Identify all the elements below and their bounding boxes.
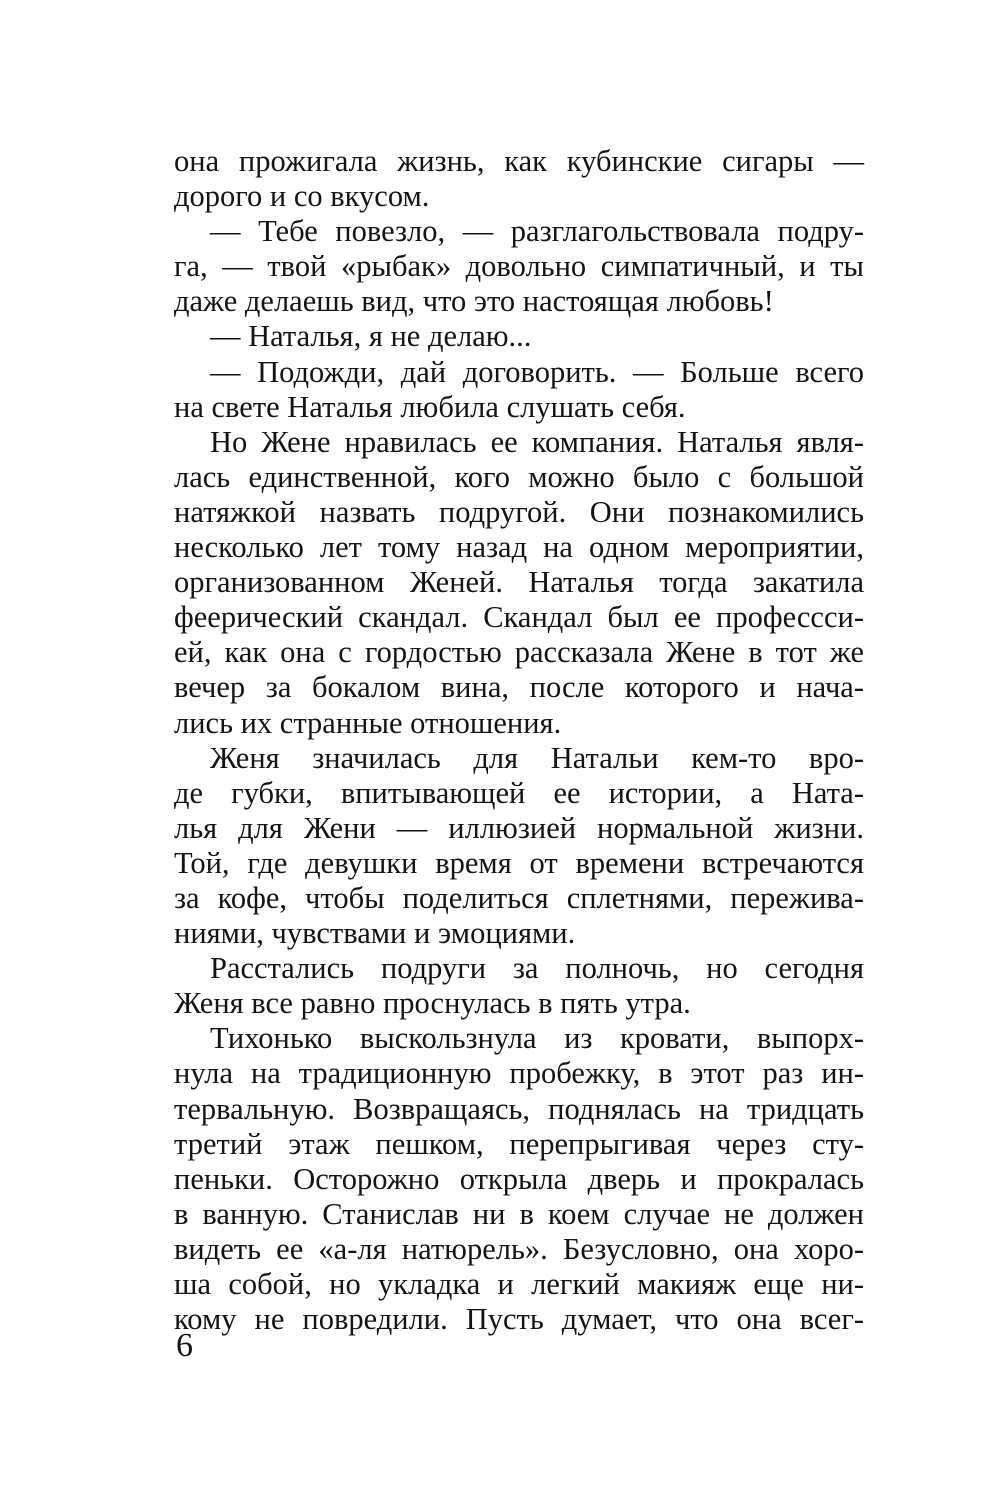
text-line: лись их странные отношения. xyxy=(174,705,562,740)
text-line: организованном Женей. Наталья тогда закатила xyxy=(174,565,864,600)
text-line: га, — твой «рыбак» довольно симпатичный, и ты xyxy=(174,249,864,284)
text-line: вечер за бокалом вина, после которого и нача- xyxy=(174,670,864,705)
page-number: 6 xyxy=(176,1327,193,1364)
text-line: видеть ее «а-ля натюрель». Безусловно, она хоро- xyxy=(174,1231,864,1266)
text-line: — Подожди, дай договорить. — Больше всего xyxy=(210,354,864,389)
text-line: третий этаж пешком, перепрыгивая через сту- xyxy=(174,1126,864,1161)
text-line: на свете Наталья любила слушать себя. xyxy=(174,389,686,424)
text-line: кому не повредили. Пусть думает, что она всег- xyxy=(174,1302,864,1337)
text-line: за кофе, чтобы поделиться сплетнями, пережива- xyxy=(174,880,864,915)
text-line: ей, как она с гордостью рассказала Жене в тот же xyxy=(174,635,864,670)
text-line: лась единственной, кого можно было с большой xyxy=(174,459,864,494)
text-line: Расстались подруги за полночь, но сегодня xyxy=(210,951,864,986)
text-line: несколько лет тому назад на одном мероприятии, xyxy=(174,530,864,565)
text-line: Тихонько выскользнула из кровати, выпорх- xyxy=(210,1021,864,1056)
text-line: — Наталья, я не делаю... xyxy=(210,319,532,354)
text-line: дорого и со вкусом. xyxy=(174,179,430,214)
text-line: Женя все равно проснулась в пять утра. xyxy=(174,986,691,1021)
text-line: Но Жене нравилась ее компания. Наталья явля- xyxy=(210,424,864,459)
text-line: в ванную. Станислав ни в коем случае не должен xyxy=(174,1196,864,1231)
text-line: пеньки. Осторожно открыла дверь и прокралась xyxy=(174,1161,864,1196)
text-line: Женя значилась для Натальи кем-то вро- xyxy=(210,740,864,775)
body-text xyxy=(174,144,864,1337)
text-line: Той, где девушки время от времени встречаются xyxy=(174,845,864,880)
text-line: нула на традиционную пробежку, в этот раз ин- xyxy=(174,1056,864,1091)
text-line: ша собой, но укладка и легкий макияж еще ни- xyxy=(174,1267,864,1301)
text-line: феерический скандал. Скандал был ее профессси- xyxy=(174,600,864,635)
text-line: натяжкой назвать подругой. Они познакомились xyxy=(174,494,864,529)
text-line: де губки, впитывающей ее истории, а Ната- xyxy=(174,775,864,810)
text-line: тервальную. Возвращаясь, поднялась на тридцать xyxy=(174,1091,864,1126)
text-line: лья для Жени — иллюзией нормальной жизни. xyxy=(174,810,864,845)
text-line: — Тебе повезло, — разглагольствовала подру- xyxy=(210,214,864,249)
text-line: она прожигала жизнь, как кубинские сигары — xyxy=(174,144,864,178)
text-line: даже делаешь вид, что это настоящая любовь! xyxy=(174,284,774,319)
text-line: ниями, чувствами и эмоциями. xyxy=(174,916,576,951)
